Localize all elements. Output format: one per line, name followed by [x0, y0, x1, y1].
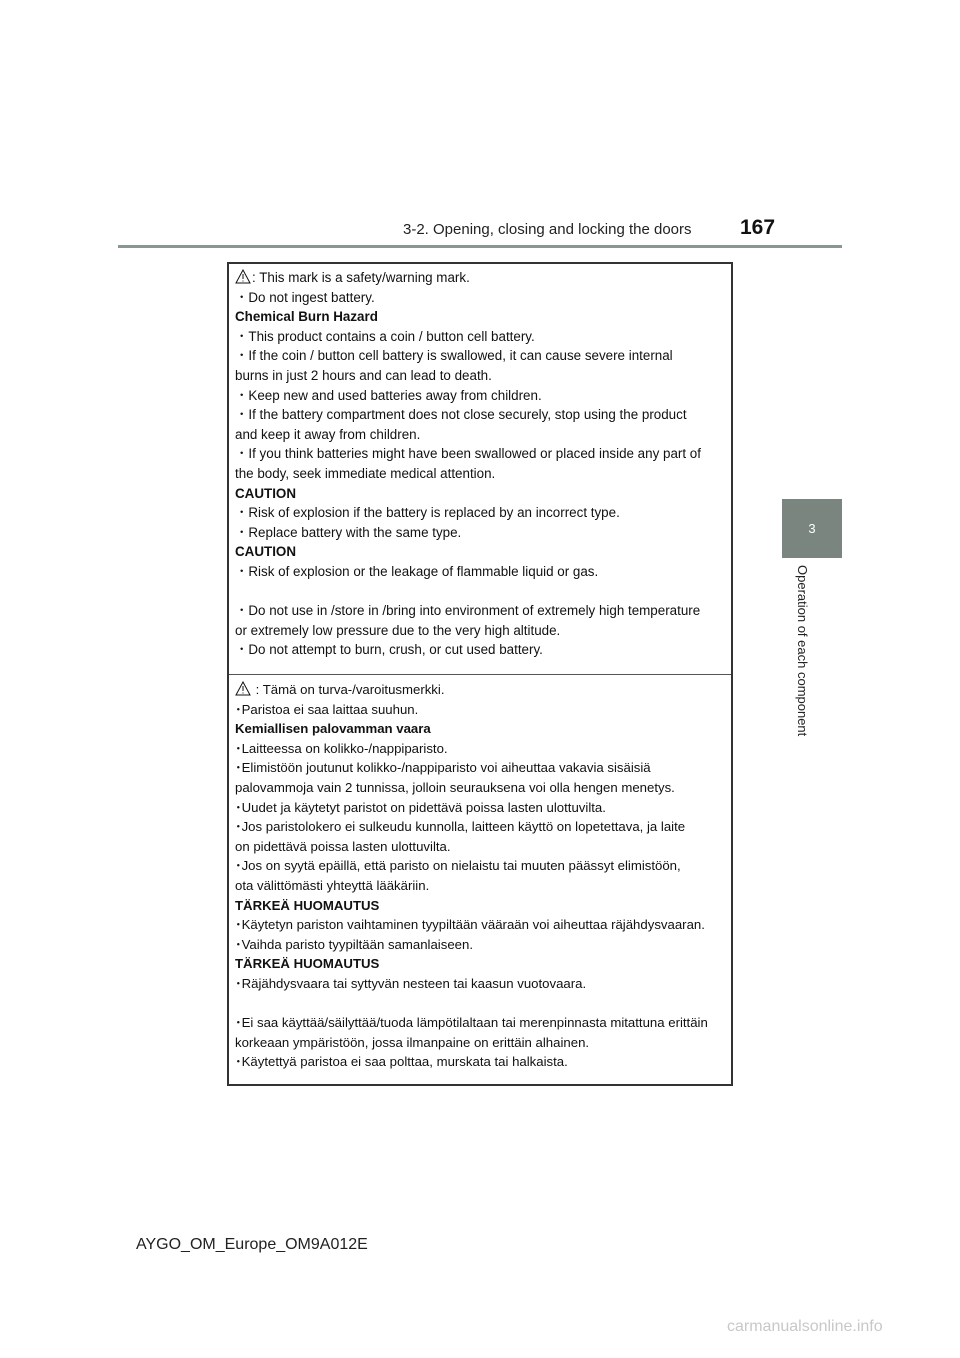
language-divider [229, 674, 731, 675]
warning-line: ･Jos paristolokero ei sulkeudu kunnolla, laitteen käyttö on lopetettava, ja laite [235, 819, 686, 835]
warning-line: ・Keep new and used batteries away from children. [235, 387, 542, 403]
warning-english [235, 268, 727, 670]
warning-heading: Kemiallisen palovamman vaara [235, 721, 431, 737]
warning-line: burns in just 2 hours and can lead to death. [235, 367, 492, 383]
warning-triangle-icon [235, 269, 251, 284]
warning-line: ･Vaihda paristo tyypiltään samanlaiseen. [235, 936, 473, 952]
warning-line: on pidettävä poissa lasten ulottuvilta. [235, 838, 451, 854]
page-number: 167 [740, 216, 776, 239]
warning-line: ・Do not use in /store in /bring into environment of extremely high temperature [235, 603, 701, 619]
warning-line: ・If the coin / button cell battery is swallowed, it can cause severe internal [235, 348, 673, 364]
warning-mark-line [235, 680, 727, 700]
warning-line: ・Risk of explosion if the battery is replaced by an incorrect type. [235, 505, 620, 521]
warning-mark-line [235, 268, 727, 288]
warning-line: ･Ei saa käyttää/säilyttää/tuoda lämpötilaltaan tai merenpinnasta mitattuna erittäin [235, 1015, 708, 1031]
warning-mark-text: : Tämä on turva-/varoitusmerkki. [252, 682, 445, 697]
warning-line: ota välittömästi yhteyttä lääkäriin. [235, 877, 430, 893]
warning-triangle-icon [235, 681, 251, 696]
document-code: AYGO_OM_Europe_OM9A012E [136, 1236, 368, 1253]
warning-line: ･Paristoa ei saa laittaa suuhun. [235, 701, 419, 717]
warning-heading: Chemical Burn Hazard [235, 309, 378, 325]
warning-line: korkeaan ympäristöön, jossa ilmanpaine on erittäin alhainen. [235, 1034, 590, 1050]
warning-line: ・Replace battery with the same type. [235, 524, 462, 540]
warning-heading: CAUTION [235, 485, 296, 501]
chapter-tab-label: Operation of each component [795, 565, 810, 737]
warning-heading: CAUTION [235, 544, 296, 560]
section-title: 3-2. Opening, closing and locking the doors [403, 221, 692, 238]
watermark: carmanualsonline.info [727, 1318, 883, 1335]
warning-line: ･Räjähdysvaara tai syttyvän nesteen tai kaasun vuotovaara. [235, 975, 587, 991]
warning-line: ・If you think batteries might have been swallowed or placed inside any part of [235, 446, 701, 462]
warning-line: ・Do not attempt to burn, crush, or cut used battery. [235, 642, 543, 658]
warning-line: or extremely low pressure due to the very high altitude. [235, 622, 561, 638]
warning-line: palovammoja vain 2 tunnissa, jolloin seurauksena voi olla hengen menetys. [235, 779, 675, 795]
battery-warning-box [227, 262, 733, 1086]
warning-line: ･Elimistöön joutunut kolikko-/nappiparisto voi aiheuttaa vakavia sisäisiä [235, 760, 651, 776]
warning-line: the body, seek immediate medical attention. [235, 465, 496, 481]
warning-mark-text: : This mark is a safety/warning mark. [252, 270, 470, 285]
warning-heading: TÄRKEÄ HUOMAUTUS [235, 897, 380, 913]
warning-line: ･Laitteessa on kolikko-/nappiparisto. [235, 740, 448, 756]
warning-line: and keep it away from children. [235, 426, 421, 442]
warning-line: ・Risk of explosion or the leakage of flammable liquid or gas. [235, 563, 599, 579]
chapter-tab-number: 3 [782, 499, 842, 558]
warning-line: ・Do not ingest battery. [235, 289, 375, 305]
warning-line: ･Käytettyä paristoa ei saa polttaa, murskata tai halkaista. [235, 1054, 568, 1070]
warning-line: ・This product contains a coin / button cell battery. [235, 328, 535, 344]
warning-heading: TÄRKEÄ HUOMAUTUS [235, 956, 380, 972]
line-spacer [235, 994, 727, 1014]
warning-line: ･Uudet ja käytetyt paristot on pidettävä poissa lasten ulottuvilta. [235, 799, 606, 815]
warning-line: ・If the battery compartment does not close securely, stop using the product [235, 407, 687, 423]
warning-line: ･Jos on syytä epäillä, että paristo on nielaistu tai muuten päässyt elimistöön, [235, 858, 681, 874]
header-divider [118, 245, 842, 248]
warning-finnish [235, 680, 727, 1072]
line-spacer [235, 582, 727, 602]
warning-line: ･Käytetyn pariston vaihtaminen tyypiltään vääraän voi aiheuttaa räjähdysvaaran. [235, 917, 705, 933]
